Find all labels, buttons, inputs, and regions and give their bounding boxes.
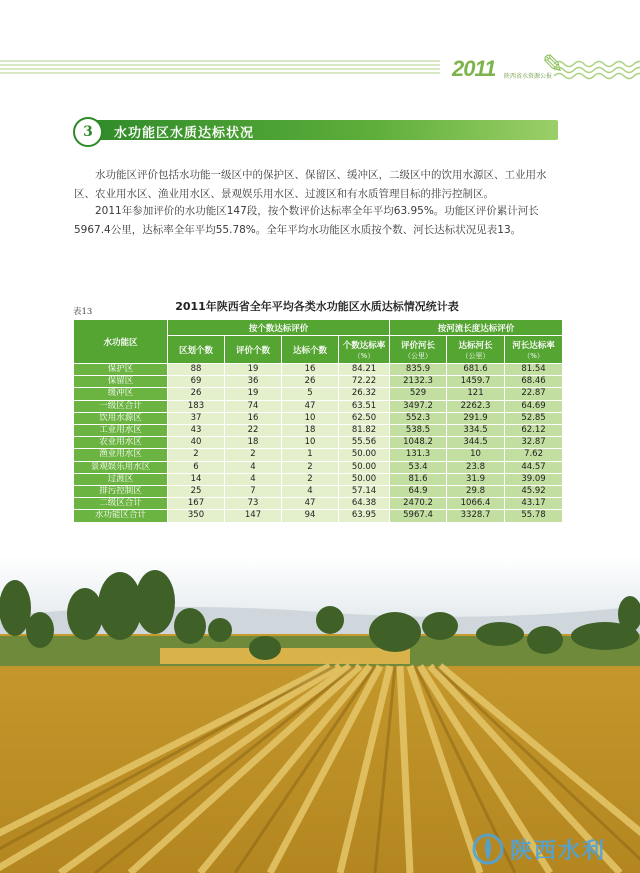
table-cell: 167 (168, 498, 225, 510)
table-row (74, 364, 563, 376)
table-cell: 16 (225, 412, 282, 424)
table-cell: 45.92 (505, 486, 563, 498)
table-cell: 2 (282, 461, 339, 473)
table-row (74, 400, 563, 412)
table-row (74, 486, 563, 498)
table-cell: 23.8 (447, 461, 505, 473)
table-cell: 2 (225, 449, 282, 461)
col-header: 评价河长 （公里） (390, 336, 447, 364)
header-calligraphy-logo: ✎ (542, 50, 564, 80)
table-row (74, 425, 563, 437)
table-row (74, 449, 563, 461)
table-row (74, 473, 563, 485)
table-cell: 31.9 (447, 473, 505, 485)
table-cell: 681.6 (447, 364, 505, 376)
table-tag: 表13 (73, 307, 93, 317)
table-cell: 529 (390, 388, 447, 400)
table-cell: 50.00 (339, 449, 390, 461)
table-cell: 18 (225, 437, 282, 449)
col-header: 河长达标率 （%） (505, 336, 563, 364)
row-label: 排污控制区 (74, 486, 168, 498)
table-cell: 5 (282, 388, 339, 400)
table-cell: 121 (447, 388, 505, 400)
table-cell: 5967.4 (390, 510, 447, 522)
table-row (74, 498, 563, 510)
table-cell: 64.69 (505, 400, 563, 412)
group-header-count: 按个数达标评价 (168, 320, 390, 336)
table-cell: 29.8 (447, 486, 505, 498)
table-cell: 19 (225, 388, 282, 400)
table-row (74, 412, 563, 424)
table-cell: 10 (447, 449, 505, 461)
table-cell: 40 (168, 437, 225, 449)
table-row (74, 437, 563, 449)
table-cell: 334.5 (447, 425, 505, 437)
table-cell: 43 (168, 425, 225, 437)
row-label: 过渡区 (74, 473, 168, 485)
header-brand (452, 50, 564, 82)
section-number-badge: 3 (73, 117, 103, 147)
table-cell: 64.9 (390, 486, 447, 498)
table-cell: 2132.3 (390, 376, 447, 388)
row-label: 饮用水源区 (74, 412, 168, 424)
table-cell: 835.9 (390, 364, 447, 376)
row-label: 二级区合计 (74, 498, 168, 510)
section-title: 水功能区水质达标状况 (114, 126, 255, 141)
table-cell: 1066.4 (447, 498, 505, 510)
table-cell: 3328.7 (447, 510, 505, 522)
table-row (74, 376, 563, 388)
table-cell: 4 (225, 473, 282, 485)
table-cell: 55.56 (339, 437, 390, 449)
paragraph-1: 水功能区评价包括水功能一级区中的保护区、保留区、缓冲区，二级区中的饮用水源区、工业用水区、农业用水区、渔业用水区、景观娱乐用水区、过渡区和有水质管理目标的排污控制区。 (74, 169, 547, 200)
row-label: 渔业用水区 (74, 449, 168, 461)
row-label: 保留区 (74, 376, 168, 388)
table-cell: 344.5 (447, 437, 505, 449)
row-label: 农业用水区 (74, 437, 168, 449)
table-cell: 22 (225, 425, 282, 437)
table-cell: 44.57 (505, 461, 563, 473)
table-cell: 2470.2 (390, 498, 447, 510)
table-cell: 74 (225, 400, 282, 412)
table-cell: 10 (282, 437, 339, 449)
table-cell: 1 (282, 449, 339, 461)
row-label: 水功能区合计 (74, 510, 168, 522)
table-cell: 14 (168, 473, 225, 485)
table-cell: 52.85 (505, 412, 563, 424)
table-cell: 57.14 (339, 486, 390, 498)
table-cell: 26.32 (339, 388, 390, 400)
table-cell: 88 (168, 364, 225, 376)
table-row (74, 461, 563, 473)
header-wave-decoration (554, 58, 640, 82)
table-cell: 7.62 (505, 449, 563, 461)
row-header: 水功能区 (74, 320, 168, 364)
table-cell: 350 (168, 510, 225, 522)
farmland-photo (0, 556, 640, 873)
table-cell: 18 (282, 425, 339, 437)
water-drop-logo-icon (468, 832, 508, 866)
row-label: 工业用水区 (74, 425, 168, 437)
paragraph-2: 2011年参加评价的水功能区147段，按个数评价达标率全年平均63.95%。功能区评价累计河长5967.4公里，达标率全年平均55.78%。全年平均水功能区水质按个数、河长达标状况见表13。 (74, 205, 539, 236)
table-row (74, 510, 563, 522)
col-header: 达标河长 （公里） (447, 336, 505, 364)
table-cell: 4 (225, 461, 282, 473)
row-label: 保护区 (74, 364, 168, 376)
row-label: 缓冲区 (74, 388, 168, 400)
table-caption: 2011年陕西省全年平均各类水功能区水质达标情况统计表 (175, 300, 459, 313)
table-cell: 6 (168, 461, 225, 473)
table-cell: 32.87 (505, 437, 563, 449)
table-cell: 291.9 (447, 412, 505, 424)
table-cell: 16 (282, 364, 339, 376)
table-cell: 73 (225, 498, 282, 510)
table-cell: 26 (282, 376, 339, 388)
table-cell: 50.00 (339, 461, 390, 473)
header-subtitle: 陕西省水资源公报 (504, 73, 553, 80)
table-cell: 47 (282, 498, 339, 510)
table-cell: 63.95 (339, 510, 390, 522)
footer-logo-text: 陕西水利 (510, 839, 607, 864)
table-cell: 2 (168, 449, 225, 461)
col-header: 区划个数 (168, 336, 225, 364)
table-cell: 81.6 (390, 473, 447, 485)
table-cell: 1459.7 (447, 376, 505, 388)
table-cell: 147 (225, 510, 282, 522)
table-cell: 36 (225, 376, 282, 388)
table-cell: 69 (168, 376, 225, 388)
row-label: 景观娱乐用水区 (74, 461, 168, 473)
table-cell: 183 (168, 400, 225, 412)
header-year: 2011 (452, 56, 496, 81)
table-cell: 7 (225, 486, 282, 498)
table-cell: 26 (168, 388, 225, 400)
table-row (74, 388, 563, 400)
table-cell: 22.87 (505, 388, 563, 400)
table-cell: 2262.3 (447, 400, 505, 412)
table-cell: 2 (282, 473, 339, 485)
table-cell: 131.3 (390, 449, 447, 461)
table-cell: 53.4 (390, 461, 447, 473)
table-cell: 81.82 (339, 425, 390, 437)
table-cell: 43.17 (505, 498, 563, 510)
table-cell: 68.46 (505, 376, 563, 388)
header-decoration-lines (0, 60, 440, 76)
table-cell: 37 (168, 412, 225, 424)
table-cell: 64.38 (339, 498, 390, 510)
col-header: 个数达标率 （%） (339, 336, 390, 364)
table-cell: 84.21 (339, 364, 390, 376)
footer-logo (468, 832, 607, 870)
table-cell: 552.3 (390, 412, 447, 424)
table-cell: 3497.2 (390, 400, 447, 412)
col-header: 达标个数 (282, 336, 339, 364)
table-cell: 47 (282, 400, 339, 412)
table-cell: 10 (282, 412, 339, 424)
table-cell: 1048.2 (390, 437, 447, 449)
table-cell: 63.51 (339, 400, 390, 412)
table-cell: 62.12 (505, 425, 563, 437)
col-header: 评价个数 (225, 336, 282, 364)
water-function-zone-table (73, 319, 563, 523)
table-cell: 94 (282, 510, 339, 522)
table-cell: 72.22 (339, 376, 390, 388)
table-cell: 25 (168, 486, 225, 498)
row-label: 一级区合计 (74, 400, 168, 412)
table-cell: 50.00 (339, 473, 390, 485)
table-cell: 4 (282, 486, 339, 498)
table-cell: 538.5 (390, 425, 447, 437)
table-cell: 19 (225, 364, 282, 376)
table-cell: 55.78 (505, 510, 563, 522)
table-cell: 81.54 (505, 364, 563, 376)
group-header-length: 按河流长度达标评价 (390, 320, 563, 336)
table-cell: 62.50 (339, 412, 390, 424)
table-cell: 39.09 (505, 473, 563, 485)
